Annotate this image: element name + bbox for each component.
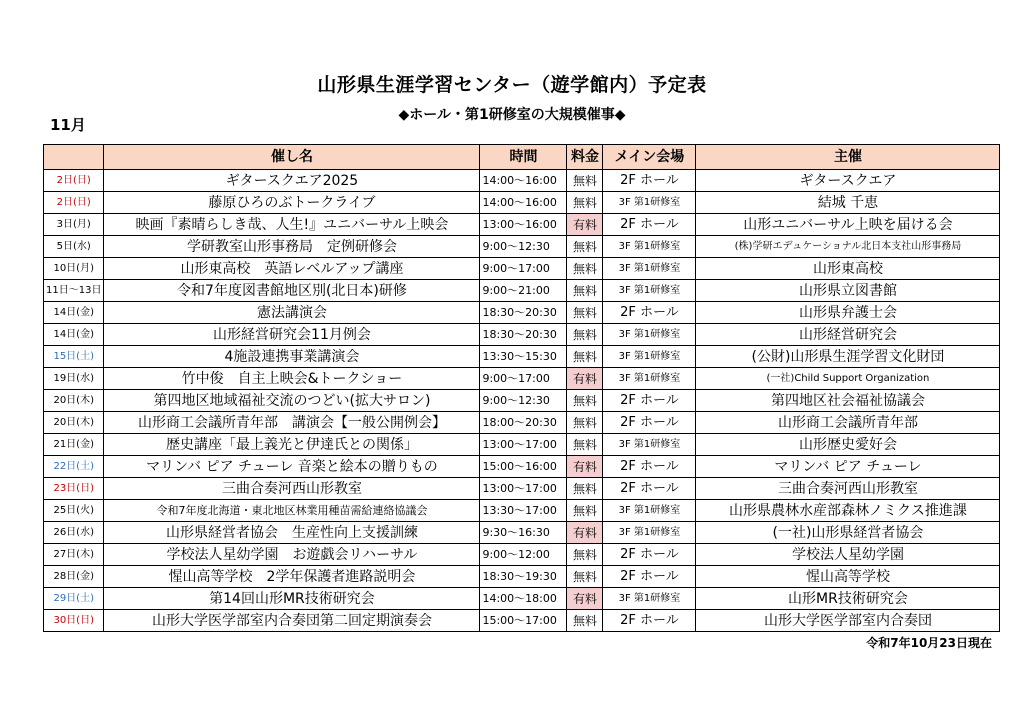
organizer-cell: 山形東高校 [696, 258, 1000, 280]
time-cell: 9:00～17:00 [480, 258, 567, 280]
time-cell: 13:00～16:00 [480, 214, 567, 236]
venue-cell: 3F 第1研修室 [603, 324, 696, 346]
event-name-cell: 令和7年度図書館地区別(北日本)研修 [104, 280, 480, 302]
table-row [44, 236, 1000, 258]
organizer-cell: 結城 千恵 [696, 192, 1000, 214]
event-name-cell: 第14回山形MR技術研究会 [104, 588, 480, 610]
fee-cell: 有料 [567, 456, 603, 478]
time-cell: 9:30～16:30 [480, 522, 567, 544]
event-name-cell: 映画『素晴らしき哉、人生!』ユニバーサル上映会 [104, 214, 480, 236]
time-cell: 18:30～19:30 [480, 566, 567, 588]
event-name-cell: 竹中俊 自主上映会&トークショー [104, 368, 480, 390]
date-cell: 27日(木) [44, 544, 104, 566]
venue-cell: 3F 第1研修室 [603, 522, 696, 544]
event-name-cell: 山形商工会議所青年部 講演会【一般公開例会】 [104, 412, 480, 434]
organizer-cell: 惺山高等学校 [696, 566, 1000, 588]
table-row [44, 478, 1000, 500]
fee-cell: 有料 [567, 588, 603, 610]
time-cell: 9:00～12:00 [480, 544, 567, 566]
header-event-name: 催し名 [104, 145, 480, 170]
date-cell: 2日(日) [44, 170, 104, 192]
event-name-cell: 第四地区地域福祉交流のつどい(拡大サロン) [104, 390, 480, 412]
organizer-cell: (一社)山形県経営者協会 [696, 522, 1000, 544]
fee-cell: 無料 [567, 346, 603, 368]
venue-cell: 2F ホール [603, 170, 696, 192]
table-row [44, 258, 1000, 280]
event-name-cell: 山形大学医学部室内合奏団第二回定期演奏会 [104, 610, 480, 632]
date-cell: 25日(火) [44, 500, 104, 522]
venue-cell: 3F 第1研修室 [603, 500, 696, 522]
table-row [44, 522, 1000, 544]
event-name-cell: ギタースクエア2025 [104, 170, 480, 192]
time-cell: 13:00～17:00 [480, 478, 567, 500]
event-name-cell: 山形経営研究会11月例会 [104, 324, 480, 346]
date-cell: 5日(水) [44, 236, 104, 258]
date-cell: 11日～13日 [44, 280, 104, 302]
venue-cell: 3F 第1研修室 [603, 236, 696, 258]
date-cell: 10日(月) [44, 258, 104, 280]
organizer-cell: (公財)山形県生涯学習文化財団 [696, 346, 1000, 368]
event-name-cell: 三曲合奏河西山形教室 [104, 478, 480, 500]
event-name-cell: 憲法講演会 [104, 302, 480, 324]
organizer-cell: 山形大学医学部室内合奏団 [696, 610, 1000, 632]
venue-cell: 2F ホール [603, 302, 696, 324]
table-row [44, 280, 1000, 302]
fee-cell: 無料 [567, 324, 603, 346]
date-cell: 29日(土) [44, 588, 104, 610]
time-cell: 9:00～21:00 [480, 280, 567, 302]
as-of-date: 令和7年10月23日現在 [866, 636, 992, 650]
time-cell: 18:30～20:30 [480, 302, 567, 324]
table-row [44, 324, 1000, 346]
time-cell: 15:00～17:00 [480, 610, 567, 632]
fee-cell: 無料 [567, 478, 603, 500]
time-cell: 14:00～16:00 [480, 192, 567, 214]
event-name-cell: 山形東高校 英語レベルアップ講座 [104, 258, 480, 280]
time-cell: 18:00～20:30 [480, 412, 567, 434]
venue-cell: 2F ホール [603, 456, 696, 478]
header-venue: メイン会場 [603, 145, 696, 170]
time-cell: 18:30～20:30 [480, 324, 567, 346]
organizer-cell: 山形ユニバーサル上映を届ける会 [696, 214, 1000, 236]
table-row [44, 566, 1000, 588]
organizer-cell: 学校法人星幼学園 [696, 544, 1000, 566]
fee-cell: 無料 [567, 258, 603, 280]
event-name-cell: 令和7年度北海道・東北地区林業用種苗需給連絡協議会 [104, 500, 480, 522]
fee-cell: 無料 [567, 192, 603, 214]
header-organizer: 主催 [696, 145, 1000, 170]
event-name-cell: 惺山高等学校 2学年保護者進路説明会 [104, 566, 480, 588]
table-row [44, 192, 1000, 214]
date-cell: 3日(月) [44, 214, 104, 236]
fee-cell: 無料 [567, 236, 603, 258]
table-row [44, 346, 1000, 368]
table-row [44, 412, 1000, 434]
fee-cell: 無料 [567, 390, 603, 412]
organizer-cell: 山形経営研究会 [696, 324, 1000, 346]
fee-cell: 無料 [567, 566, 603, 588]
organizer-cell: マリンバ ピア チューレ [696, 456, 1000, 478]
table-row [44, 368, 1000, 390]
fee-cell: 有料 [567, 522, 603, 544]
organizer-cell: 山形県弁護士会 [696, 302, 1000, 324]
organizer-cell: 三曲合奏河西山形教室 [696, 478, 1000, 500]
event-name-cell: 4施設連携事業講演会 [104, 346, 480, 368]
organizer-cell: 第四地区社会福祉協議会 [696, 390, 1000, 412]
event-name-cell: 歴史講座「最上義光と伊達氏との関係」 [104, 434, 480, 456]
date-cell: 26日(水) [44, 522, 104, 544]
date-cell: 2日(日) [44, 192, 104, 214]
fee-cell: 有料 [567, 368, 603, 390]
date-cell: 14日(金) [44, 302, 104, 324]
date-cell: 23日(日) [44, 478, 104, 500]
time-cell: 14:00～16:00 [480, 170, 567, 192]
venue-cell: 2F ホール [603, 566, 696, 588]
organizer-cell: 山形県立図書館 [696, 280, 1000, 302]
venue-cell: 3F 第1研修室 [603, 280, 696, 302]
event-name-cell: 藤原ひろのぶトークライブ [104, 192, 480, 214]
venue-cell: 3F 第1研修室 [603, 258, 696, 280]
time-cell: 15:00～16:00 [480, 456, 567, 478]
venue-cell: 3F 第1研修室 [603, 192, 696, 214]
organizer-cell: (一社)Child Support Organization [696, 368, 1000, 390]
fee-cell: 無料 [567, 610, 603, 632]
month-label: 11月 [50, 116, 86, 134]
event-name-cell: 学研教室山形事務局 定例研修会 [104, 236, 480, 258]
venue-cell: 2F ホール [603, 390, 696, 412]
venue-cell: 2F ホール [603, 610, 696, 632]
date-cell: 22日(土) [44, 456, 104, 478]
table-row [44, 500, 1000, 522]
table-header-row [44, 145, 1000, 170]
fee-cell: 無料 [567, 280, 603, 302]
venue-cell: 2F ホール [603, 544, 696, 566]
organizer-cell: ギタースクエア [696, 170, 1000, 192]
table-row [44, 610, 1000, 632]
date-cell: 30日(日) [44, 610, 104, 632]
fee-cell: 無料 [567, 170, 603, 192]
organizer-cell: 山形商工会議所青年部 [696, 412, 1000, 434]
venue-cell: 3F 第1研修室 [603, 588, 696, 610]
event-name-cell: マリンバ ピア チューレ 音楽と絵本の贈りもの [104, 456, 480, 478]
header-date [44, 145, 104, 170]
table-row [44, 456, 1000, 478]
fee-cell: 無料 [567, 544, 603, 566]
table-row [44, 170, 1000, 192]
time-cell: 13:30～17:00 [480, 500, 567, 522]
organizer-cell: 山形MR技術研究会 [696, 588, 1000, 610]
table-row [44, 588, 1000, 610]
time-cell: 9:00～12:30 [480, 390, 567, 412]
header-time: 時間 [480, 145, 567, 170]
fee-cell: 無料 [567, 500, 603, 522]
organizer-cell: (株)学研エデュケーショナル北日本支社山形事務局 [696, 236, 1000, 258]
table-row [44, 434, 1000, 456]
fee-cell: 無料 [567, 302, 603, 324]
venue-cell: 2F ホール [603, 478, 696, 500]
date-cell: 20日(木) [44, 412, 104, 434]
table-row [44, 214, 1000, 236]
date-cell: 14日(金) [44, 324, 104, 346]
table-row [44, 390, 1000, 412]
date-cell: 15日(土) [44, 346, 104, 368]
fee-cell: 無料 [567, 412, 603, 434]
date-cell: 20日(木) [44, 390, 104, 412]
date-cell: 21日(金) [44, 434, 104, 456]
venue-cell: 2F ホール [603, 214, 696, 236]
time-cell: 13:00～17:00 [480, 434, 567, 456]
fee-cell: 有料 [567, 214, 603, 236]
time-cell: 13:30～15:30 [480, 346, 567, 368]
page-title: 山形県生涯学習センター（遊学館内）予定表 [317, 74, 707, 96]
time-cell: 14:00～18:00 [480, 588, 567, 610]
organizer-cell: 山形歴史愛好会 [696, 434, 1000, 456]
date-cell: 19日(水) [44, 368, 104, 390]
table-row [44, 544, 1000, 566]
page-subtitle: ◆ホール・第1研修室の大規模催事◆ [398, 107, 626, 123]
venue-cell: 3F 第1研修室 [603, 346, 696, 368]
venue-cell: 2F ホール [603, 412, 696, 434]
table-row [44, 302, 1000, 324]
organizer-cell: 山形県農林水産部森林ノミクス推進課 [696, 500, 1000, 522]
header-fee: 料金 [567, 145, 603, 170]
schedule-table [43, 144, 1000, 632]
venue-cell: 3F 第1研修室 [603, 434, 696, 456]
venue-cell: 3F 第1研修室 [603, 368, 696, 390]
date-cell: 28日(金) [44, 566, 104, 588]
event-name-cell: 山形県経営者協会 生産性向上支援訓練 [104, 522, 480, 544]
time-cell: 9:00～12:30 [480, 236, 567, 258]
fee-cell: 無料 [567, 434, 603, 456]
event-name-cell: 学校法人星幼学園 お遊戯会リハーサル [104, 544, 480, 566]
time-cell: 9:00～17:00 [480, 368, 567, 390]
